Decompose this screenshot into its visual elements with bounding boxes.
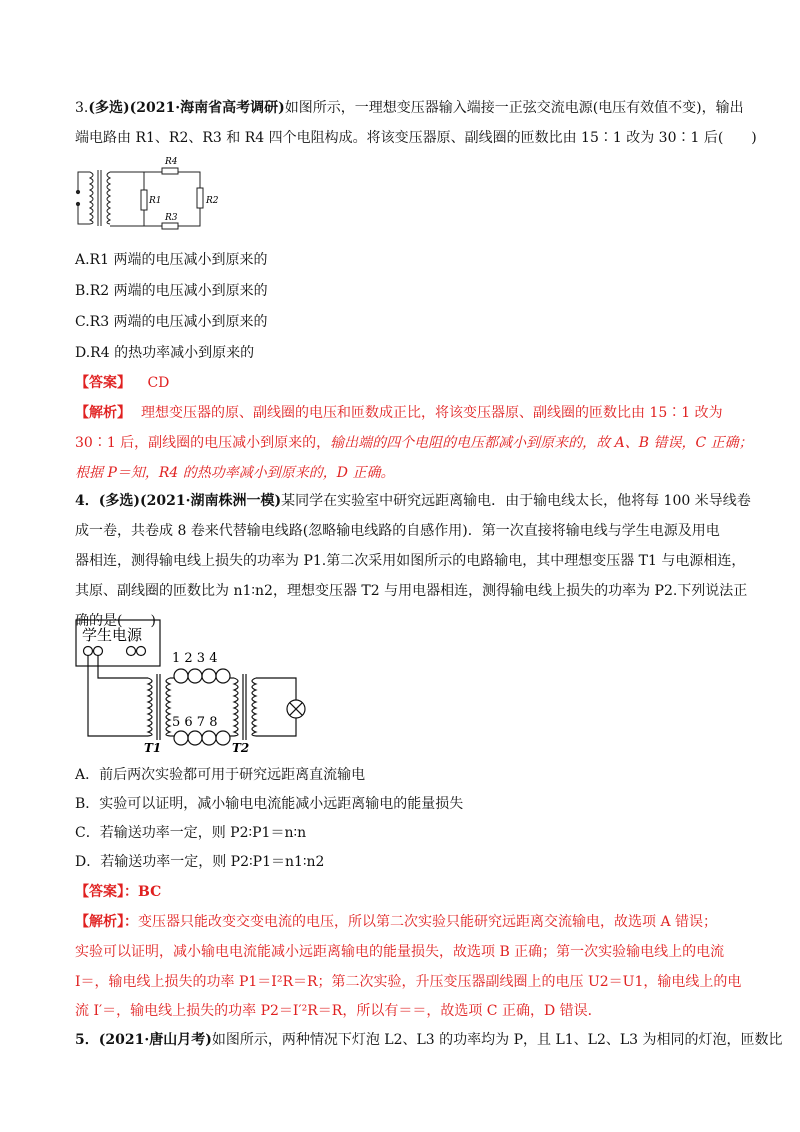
q4-option-b: B．实验可以证明，减小输电电流能减小远距离输电的能量损失 bbox=[75, 796, 464, 812]
r3-label: R3 bbox=[165, 213, 178, 223]
q3-line-1: 3.(多选)(2021·海南省高考调研)如图所示，一理想变压器输入端接一正弦交流电源(电压有效值不变)，输出 bbox=[75, 100, 744, 116]
q3-answer-label: 【答案】 bbox=[75, 375, 131, 391]
coil-numbers-top: 1 2 3 4 bbox=[172, 651, 218, 666]
r2-label: R2 bbox=[206, 196, 219, 206]
q4-analysis-line-1: 【解析】：变压器只能改变交变电流的电压，所以第二次实验只能研究远距离交流输电，故选项 A 错误； bbox=[75, 914, 718, 930]
q3-analysis-line-3: 根据 P＝知，R4 的热功率减小到原来的，D 正确。 bbox=[75, 465, 395, 481]
q4-option-a: A．前后两次实验都可用于研究远距离直流输电 bbox=[75, 767, 366, 783]
q4-line-3: 器相连，测得输电线上损失的功率为 P1.第二次采用如图所示的电路输电，其中理想变压器 T1 与电源相连， bbox=[75, 553, 746, 569]
q3-transformer-circuit-figure bbox=[70, 154, 230, 236]
r1-label: R1 bbox=[149, 196, 162, 206]
q3-analysis-line-2: 30∶1 后，副线圈的电压减小到原来的，输出端的四个电阻的电压都减小到原来的，故 A、B 错误，C 正确； bbox=[75, 435, 753, 451]
q4-option-d: D．若输送功率一定，则 P2∶P1＝n1∶n2 bbox=[75, 854, 325, 870]
t1-label: T1 bbox=[144, 741, 162, 755]
q4-transmission-circuit-figure bbox=[74, 618, 314, 756]
q4-line-2: 成一卷，共卷成 8 卷来代替输电线路(忽略输电线路的自感作用)．第一次直接将输电线与学生电源及用电 bbox=[75, 523, 720, 539]
q4-line-5: 确的是( ) bbox=[75, 613, 156, 629]
q4-answer-label: 【答案】： bbox=[75, 884, 138, 900]
q3-answer-value: CD bbox=[147, 375, 170, 391]
coil-numbers-bottom: 5 6 7 8 bbox=[172, 715, 218, 730]
q4-analysis-line-2: 实验可以证明，减小输电电流能减小远距离输电的能量损失，故选项 B 正确；第一次实验输电线上的电流 bbox=[75, 944, 725, 960]
q3-option-c: C.R3 两端的电压减小到原来的 bbox=[75, 314, 268, 330]
q4-line-4: 其原、副线圈的匝数比为 n1∶n2，理想变压器 T2 与用电器相连，测得输电线上损失的功率为 P2.下列说法正 bbox=[75, 583, 748, 599]
q5-line-1: 5．(2021·唐山月考)如图所示，两种情况下灯泡 L2、L3 的功率均为 P，且 L1、L2、L3 为相同的灯泡，匝数比 bbox=[75, 1032, 783, 1048]
power-supply-label: 学生电源 bbox=[82, 626, 143, 644]
q3-answer bbox=[75, 373, 735, 393]
q4-option-c: C．若输送功率一定，则 P2∶P1＝n∶n bbox=[75, 825, 307, 841]
q3-option-a: A.R1 两端的电压减小到原来的 bbox=[75, 252, 268, 268]
q4-answer bbox=[75, 882, 735, 902]
q3-option-d: D.R4 的热功率减小到原来的 bbox=[75, 345, 255, 361]
q3-analysis-line-1: 【解析】 理想变压器的原、副线圈的电压和匝数成正比，将该变压器原、副线圈的匝数比由 15∶1 改为 bbox=[75, 405, 723, 421]
q4-answer-value: BC bbox=[138, 884, 162, 900]
r4-label: R4 bbox=[165, 157, 178, 167]
q4-analysis-line-3: I＝，输电线上损失的功率 P1＝I²R＝R；第二次实验，升压变压器副线圈上的电压 U2＝U1，输电线上的电 bbox=[75, 974, 742, 990]
q3-line-2: 端电路由 R1、R2、R3 和 R4 四个电阻构成。将该变压器原、副线圈的匝数比由 15∶1 改为 30∶1 后( ) bbox=[75, 130, 757, 146]
t2-label: T2 bbox=[232, 741, 250, 755]
q4-analysis-line-4: 流 I′＝，输电线上损失的功率 P2＝I′²R＝R，所以有＝＝，故选项 C 正确，D 错误． bbox=[75, 1003, 602, 1019]
q4-line-1: 4．(多选)(2021·湖南株洲一模)某同学在实验室中研究远距离输电．由于输电线太长，他将每 100 米导线卷 bbox=[75, 493, 751, 509]
q3-option-b: B.R2 两端的电压减小到原来的 bbox=[75, 283, 268, 299]
